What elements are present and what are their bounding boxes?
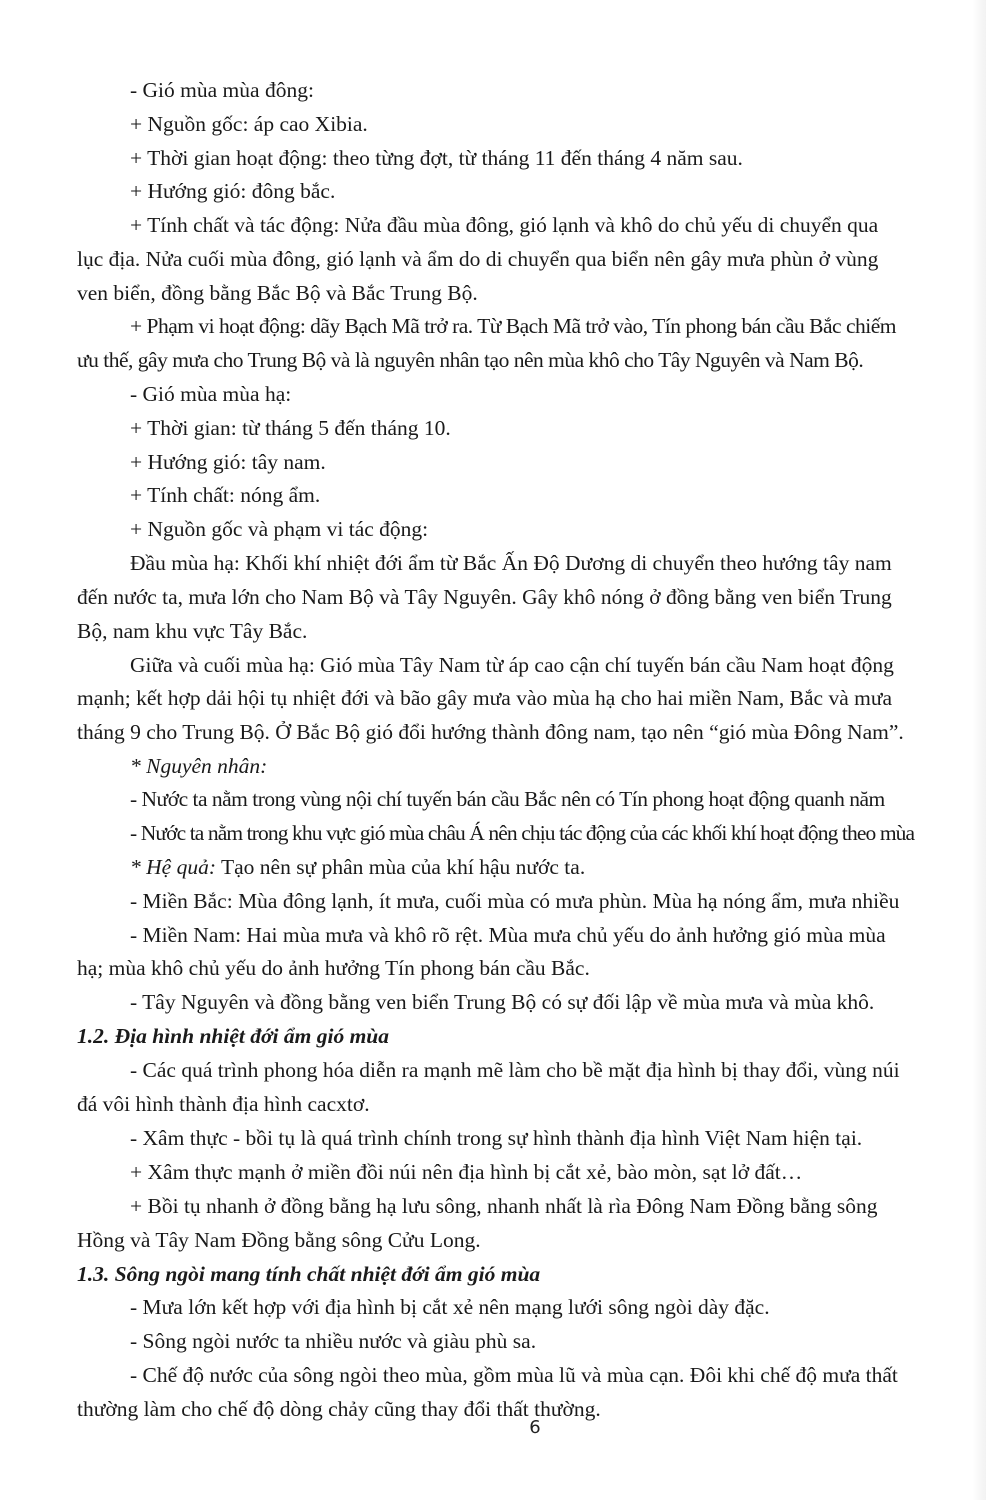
paragraph-line: - Sông ngòi nước ta nhiều nước và giàu phù sa. xyxy=(130,1329,537,1353)
paragraph-line: + Hướng gió: tây nam. xyxy=(130,450,326,474)
effect-text: Tạo nên sự phân mùa của khí hậu nước ta. xyxy=(215,855,586,879)
paragraph-line: - Xâm thực - bồi tụ là quá trình chính trong sự hình thành địa hình Việt Nam hiện tại. xyxy=(130,1126,863,1150)
paragraph-line: Giữa và cuối mùa hạ: Gió mùa Tây Nam từ áp cao cận chí tuyến bán cầu Nam hoạt động xyxy=(130,653,894,677)
paragraph-line: - Nước ta nằm trong khu vực gió mùa châu Á nên chịu tác động của các khối khí hoạt động theo mùa xyxy=(130,821,915,845)
paragraph-line: thường làm cho chế độ dòng chảy cũng thay đổi thất thường. xyxy=(77,1397,601,1421)
paragraph-line: - Tây Nguyên và đồng bằng ven biển Trung Bộ có sự đối lập về mùa mưa và mùa khô. xyxy=(130,990,875,1014)
paragraph-line: + Hướng gió: đông bắc. xyxy=(130,179,336,203)
page-edge-shadow xyxy=(972,0,986,1500)
paragraph-line: + Tính chất: nóng ẩm. xyxy=(130,483,321,507)
paragraph-line: + Nguồn gốc: áp cao Xibia. xyxy=(130,112,368,136)
paragraph-line: + Tính chất và tác động: Nửa đầu mùa đông, gió lạnh và khô do chủ yếu di chuyển qua xyxy=(130,213,879,237)
paragraph-line: - Nước ta nằm trong vùng nội chí tuyến bán cầu Bắc nên có Tín phong hoạt động quanh năm xyxy=(130,787,885,811)
paragraph-line: ven biển, đồng bằng Bắc Bộ và Bắc Trung Bộ. xyxy=(77,281,478,305)
paragraph-line: - Chế độ nước của sông ngòi theo mùa, gồm mùa lũ và mùa cạn. Đôi khi chế độ mưa thất xyxy=(130,1363,898,1387)
paragraph-line: Bộ, nam khu vực Tây Bắc. xyxy=(77,619,308,643)
page-number: 6 xyxy=(529,1417,541,1438)
subheading-cause: * Nguyên nhân: xyxy=(130,754,268,778)
paragraph-line: - Mưa lớn kết hợp với địa hình bị cắt xẻ nên mạng lưới sông ngòi dày đặc. xyxy=(130,1295,770,1319)
subheading-effect: * Hệ quả: xyxy=(130,855,216,879)
paragraph-line: Đầu mùa hạ: Khối khí nhiệt đới ẩm từ Bắc Ấn Độ Dương di chuyển theo hướng tây nam xyxy=(130,551,892,575)
section-heading-1-2: 1.2. Địa hình nhiệt đới ẩm gió mùa xyxy=(77,1024,390,1048)
section-heading-1-3: 1.3. Sông ngòi mang tính chất nhiệt đới ẩm gió mùa xyxy=(77,1262,541,1286)
paragraph-line: - Các quá trình phong hóa diễn ra mạnh mẽ làm cho bề mặt địa hình bị thay đổi, vùng núi xyxy=(130,1058,900,1082)
paragraph-line: tháng 9 cho Trung Bộ. Ở Bắc Bộ gió đổi hướng thành đông nam, tạo nên “gió mùa Đông Nam”. xyxy=(77,720,904,744)
paragraph-line: Hồng và Tây Nam Đồng bằng sông Cửu Long. xyxy=(77,1228,481,1252)
paragraph-line: - Miền Bắc: Mùa đông lạnh, ít mưa, cuối mùa có mưa phùn. Mùa hạ nóng ẩm, mưa nhiều xyxy=(130,889,900,913)
paragraph-line: + Phạm vi hoạt động: dãy Bạch Mã trở ra. Từ Bạch Mã trở vào, Tín phong bán cầu Bắc chiếm xyxy=(130,314,896,338)
paragraph-line: + Thời gian: từ tháng 5 đến tháng 10. xyxy=(130,416,451,440)
paragraph-line: - Miền Nam: Hai mùa mưa và khô rõ rệt. Mùa mưa chủ yếu do ảnh hưởng gió mùa mùa xyxy=(130,923,886,947)
paragraph-line: + Thời gian hoạt động: theo từng đợt, từ tháng 11 đến tháng 4 năm sau. xyxy=(130,146,743,170)
paragraph-line: - Gió mùa mùa đông: xyxy=(130,78,314,102)
paragraph-line: ưu thế, gây mưa cho Trung Bộ và là nguyên nhân tạo nên mùa khô cho Tây Nguyên và Nam Bộ. xyxy=(77,348,864,372)
paragraph-line: mạnh; kết hợp dải hội tụ nhiệt đới và bão gây mưa vào mùa hạ cho hai miền Nam, Bắc và mưa xyxy=(77,686,893,710)
paragraph-line: - Gió mùa mùa hạ: xyxy=(130,382,292,406)
paragraph-line: lục địa. Nửa cuối mùa đông, gió lạnh và ẩm do di chuyển qua biển nên gây mưa phùn ở vùng xyxy=(77,247,879,271)
paragraph-line: đến nước ta, mưa lớn cho Nam Bộ và Tây Nguyên. Gây khô nóng ở đồng bằng ven biển Trung xyxy=(77,585,892,609)
paragraph-line xyxy=(130,850,585,884)
paragraph-line: + Bồi tụ nhanh ở đồng bằng hạ lưu sông, nhanh nhất là rìa Đông Nam Đồng bằng sông xyxy=(130,1194,878,1218)
paragraph-line: đá vôi hình thành địa hình cacxtơ. xyxy=(77,1092,370,1116)
paragraph-line: + Xâm thực mạnh ở miền đồi núi nên địa hình bị cắt xẻ, bào mòn, sạt lở đất… xyxy=(130,1160,803,1184)
paragraph-line: hạ; mùa khô chủ yếu do ảnh hưởng Tín phong bán cầu Bắc. xyxy=(77,956,590,980)
paragraph-line: + Nguồn gốc và phạm vi tác động: xyxy=(130,517,429,541)
